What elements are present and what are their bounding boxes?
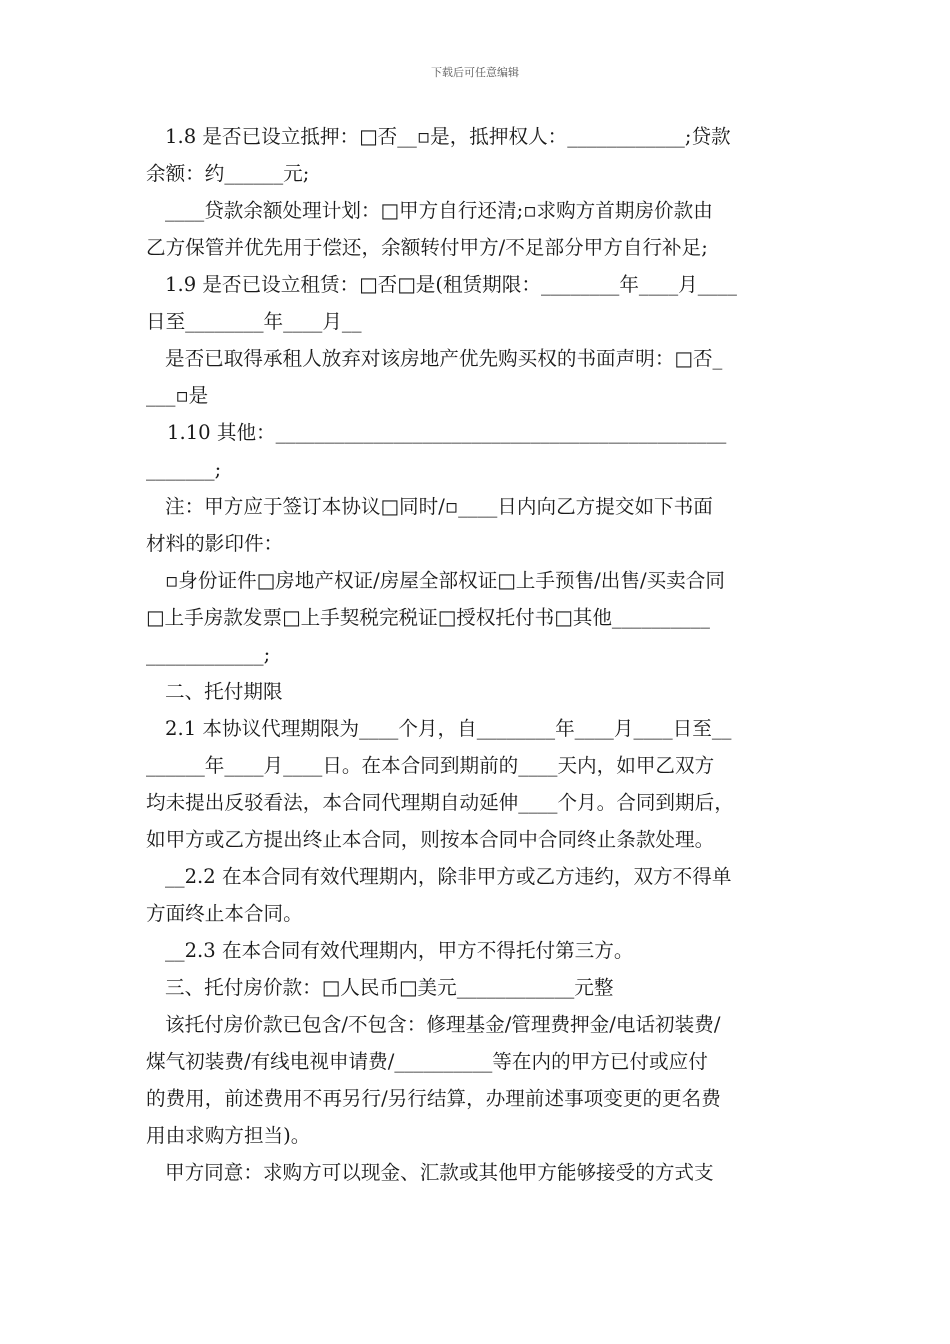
payment-consent-line: 甲方同意：求购方可以现金、汇款或其他甲方能够接受的方式支	[165, 1161, 714, 1184]
clause-2-2-line-2: 方面终止本合同。	[146, 902, 303, 925]
clause-2-1-line-4: 如甲方或乙方提出终止本合同，则按本合同中合同终止条款处理。	[146, 828, 715, 851]
loan-plan-line-1: ____贷款余额处理计划：□甲方自行还清;▫求购方首期房价款由	[165, 199, 713, 222]
clause-1-10-line-1: 1.10 其他：______________________________________________	[167, 421, 727, 444]
materials-line-1: ▫身份证件□房地产权证/房屋全部权证□上手预售/出售/买卖合同	[165, 569, 725, 592]
clause-1-8-line-2: 余额：约______元;	[146, 162, 310, 185]
clause-2-3: __2.3 在本合同有效代理期内，甲方不得托付第三方。	[165, 939, 634, 962]
note-line-1: 注：甲方应于签订本协议□同时/▫____日内向乙方提交如下书面	[165, 495, 713, 518]
clause-1-10-line-2: _______;	[146, 458, 222, 481]
price-scope-line-2: 煤气初装费/有线电视申请费/__________等在内的甲方已付或应付	[146, 1050, 708, 1073]
materials-line-3: ____________;	[146, 643, 271, 666]
clause-2-2-line-1: __2.2 在本合同有效代理期内，除非甲方或乙方违约，双方不得单	[165, 865, 732, 888]
clause-2-1-line-3: 均未提出反驳看法，本合同代理期自动延伸____个月。合同到期后，	[146, 791, 734, 814]
page-header: 下载后可任意编辑	[431, 66, 519, 79]
waiver-line-1: 是否已取得承租人放弃对该房地产优先购买权的书面声明：□否_	[165, 347, 723, 370]
materials-line-2: □上手房款发票□上手契税完税证□授权托付书□其他__________	[146, 606, 710, 629]
loan-plan-line-2: 乙方保管并优先用于偿还，余额转付甲方/不足部分甲方自行补足;	[146, 236, 708, 259]
price-scope-line-3: 的费用，前述费用不再另行/另行结算，办理前述事项变更的更名费	[146, 1087, 721, 1110]
price-scope-line-4: 用由求购方担当)。	[146, 1124, 311, 1147]
waiver-line-2: ___▫是	[146, 384, 209, 407]
clause-2-1-line-2: ______年____月____日。在本合同到期前的____天内，如甲乙双方	[146, 754, 715, 777]
price-scope-line-1: 该托付房价款已包含/不包含：修理基金/管理费押金/电话初装费/	[165, 1013, 721, 1036]
clause-1-9-line-2: 日至________年____月__	[146, 310, 362, 333]
clause-1-9-line-1: 1.9 是否已设立租赁：□否□是(租赁期限：________年____月____	[165, 273, 737, 296]
document-body	[146, 118, 808, 1191]
clause-1-8-line-1: 1.8 是否已设立抵押：□否__▫是，抵押权人：____________;贷款	[165, 125, 731, 148]
section-3-heading: 三、托付房价款：□人民币□美元____________元整	[165, 976, 614, 999]
clause-2-1-line-1: 2.1 本协议代理期限为____个月，自________年____月____日至__	[165, 717, 732, 740]
note-line-2: 材料的影印件：	[146, 532, 284, 555]
section-2-heading: 二、托付期限	[165, 680, 283, 703]
